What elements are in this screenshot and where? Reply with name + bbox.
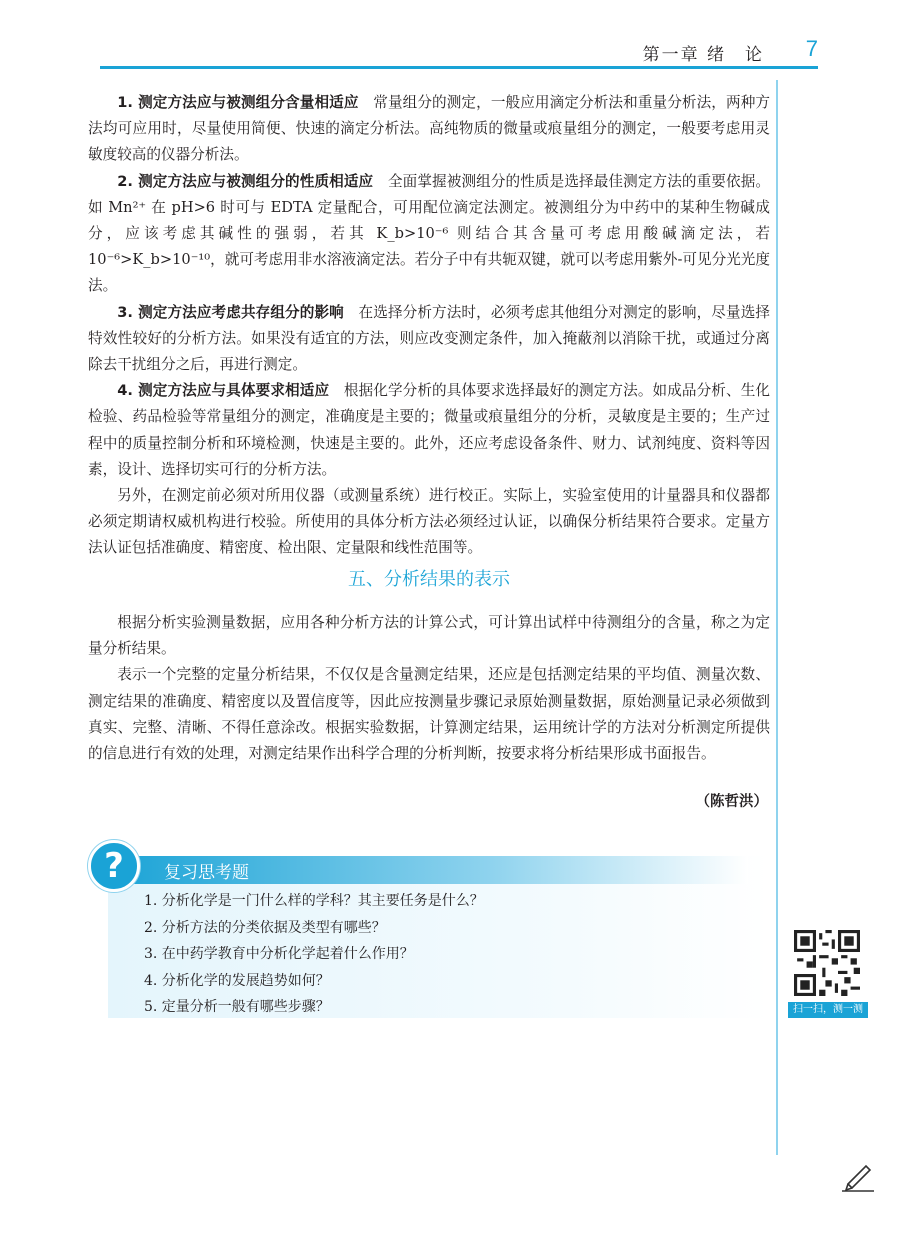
qr-code-icon[interactable] — [794, 930, 860, 996]
paragraph-text: 另外，在测定前必须对所用仪器（或测量系统）进行校正。实际上，实验室使用的计量器具和仪器都必须定期请权威机构进行校验。所使用的具体分析方法必须经过认证，以确保分析结果符合要求。定量方法认证包括准确度、精密度、检出限、定量限和线性范围等。 — [88, 487, 770, 557]
question-mark-icon: ? — [88, 840, 140, 892]
main-text — [88, 90, 770, 562]
review-title: 复习思考题 — [164, 863, 249, 883]
paragraph — [88, 483, 770, 562]
paragraph: 根据分析实验测量数据，应用各种分析方法的计算公式，可计算出试样中待测组分的含量，称之为定量分析结果。 — [88, 614, 770, 658]
list-item: 2. 分析方法的分类依据及类型有哪些？ — [144, 919, 386, 936]
paragraph-text: 在选择分析方法时，必须考虑其他组分对测定的影响，尽量选择特效性较好的分析方法。如果没有适宜的方法，则应改变测定条件，加入掩蔽剂以消除干扰，或通过分离除去干扰组分之后，再进行测定。 — [88, 303, 770, 374]
paragraph — [88, 90, 770, 169]
paragraph-lead: 4. 测定方法应与具体要求相适应 — [117, 382, 330, 400]
paragraph — [88, 300, 770, 379]
paragraph: 表示一个完整的定量分析结果，不仅仅是含量测定结果，还应是包括测定结果的平均值、测量次数、测定结果的准确度、精密度以及置信度等，因此应按测量步骤记录原始测量数据，原始测量记录必须做到真实、完整、清晰、不得任意涂改。根据实验数据，计算测定结果，运用统计学的方法对分析测定所提供的信息进行有效的处理，对测定结果作出科学合理的分析判断，按要求将分析结果形成书面报告。 — [88, 666, 770, 763]
paragraph-text: 根据化学分析的具体要求选择最好的测定方法。如成品分析、生化检验、药品检验等常量组分的测定，准确度是主要的；微量或痕量组分的分析，灵敏度是主要的；生产过程中的质量控制分析和环境检测，快速是主要的。此外，还应考虑设备条件、财力、试剂纯度、资料等因素，设计、选择切实可行的分析方法。 — [88, 382, 770, 478]
page-header — [100, 38, 818, 66]
paragraph-lead: 1. 测定方法应与被测组分含量相适应 — [117, 94, 359, 111]
list-item: 1. 分析化学是一门什么样的学科？其主要任务是什么？ — [144, 893, 484, 909]
list-item: 4. 分析化学的发展趋势如何？ — [144, 972, 330, 989]
paragraph — [88, 169, 770, 300]
chapter-title: 第一章 绪 论 — [642, 45, 764, 65]
question-list — [144, 888, 484, 1021]
paragraph-lead: 2. 测定方法应与被测组分的性质相适应 — [117, 172, 374, 190]
paragraph-text: 常量组分的测定，一般应用滴定分析法和重量分析法，两种方法均可应用时，尽量使用简便、快速的滴定分析法。高纯物质的微量或痕量组分的测定，一般要考虑用灵敏度较高的仪器分析法。 — [88, 94, 770, 164]
list-item: 5. 定量分析一般有哪些步骤？ — [144, 999, 330, 1015]
paragraph-lead: 3. 测定方法应考虑共存组分的影响 — [117, 303, 344, 321]
header-rule — [100, 66, 818, 69]
margin-rule — [776, 80, 778, 1155]
section-text — [88, 610, 770, 767]
review-box — [108, 856, 768, 1018]
section-title: 五、分析结果的表示 — [348, 569, 510, 590]
paragraph — [88, 378, 770, 483]
pen-icon — [840, 1162, 876, 1192]
review-title-bar — [108, 856, 748, 884]
paragraph-text: 全面掌握被测组分的性质是选择最佳测定方法的重要依据。如 Mn²⁺ 在 pH>6 时可与 EDTA 定量配合，可用配位滴定法测定。被测组分为中药中的某种生物碱成分，应该考虑其碱性的强弱，若其 K_b>10⁻⁶ 则结合其含量可考虑用酸碱滴定法，若 10⁻⁶>K_b>10⁻¹⁰，就可考虑用非水溶液滴定法。若分子中有共轭双键，就可以考虑用紫外-可见分光光度法。 — [88, 172, 770, 295]
qr-code-label: 扫一扫，测一测 — [788, 1002, 868, 1018]
page-number: 7 — [805, 36, 818, 61]
author-credit: （陈哲洪） — [695, 794, 768, 810]
list-item: 3. 在中药学教育中分析化学起着什么作用？ — [144, 946, 414, 962]
